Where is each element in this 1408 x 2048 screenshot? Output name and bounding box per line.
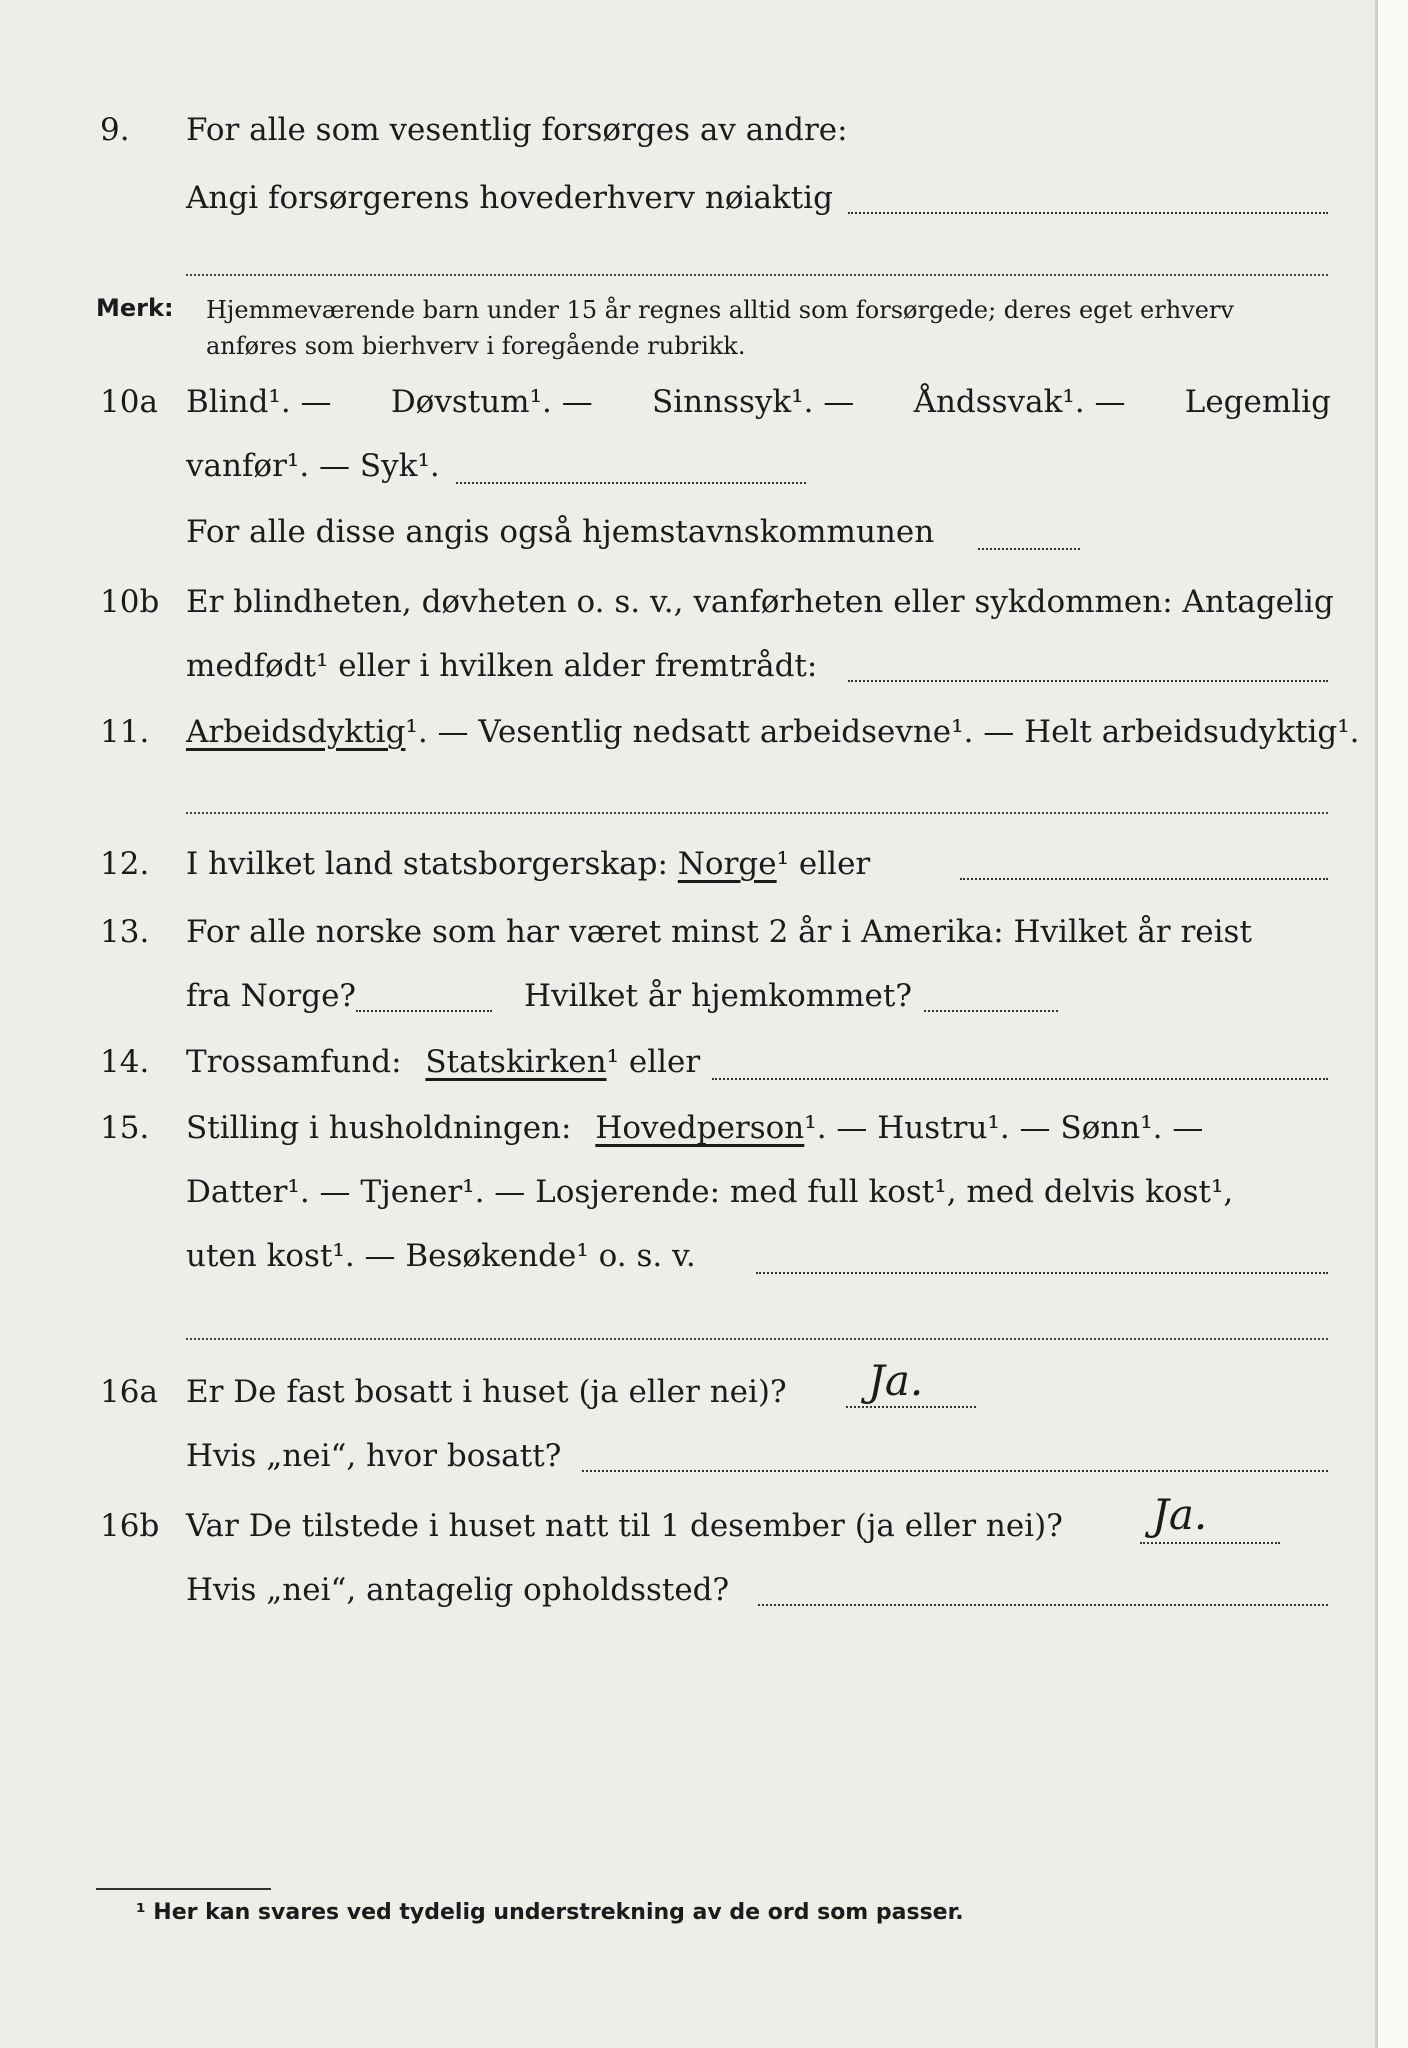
- q14-answer-line[interactable]: [712, 1076, 1328, 1080]
- q14-answer-underlined[interactable]: Statskirken: [425, 1044, 607, 1080]
- q16a-number: 16a: [100, 1374, 158, 1410]
- q13-reist-label: fra Norge?: [186, 978, 357, 1014]
- q10a-number: 10a: [100, 384, 158, 420]
- footnote-rule: [96, 1888, 271, 1890]
- q12-prefix: I hvilket land statsborgerskap:: [186, 846, 668, 882]
- page-edge: [1375, 0, 1408, 2048]
- q12-number: 12.: [100, 846, 150, 882]
- q14-prefix: Trossamfund:: [186, 1044, 402, 1080]
- q12-answer-underlined[interactable]: Norge: [677, 846, 777, 882]
- q13-hjemkommet-label: Hvilket år hjemkommet?: [524, 978, 912, 1014]
- option-blind[interactable]: Blind¹. —: [186, 384, 332, 420]
- merk-label: Merk:: [96, 294, 174, 322]
- q13-number: 13.: [100, 914, 150, 950]
- q15-rest1: ¹. — Hustru¹. — Sønn¹. —: [804, 1110, 1204, 1146]
- q10a-options: [186, 384, 1331, 420]
- option-sinnssyk[interactable]: Sinnssyk¹. —: [651, 384, 855, 420]
- footnote: ¹ Her kan svares ved tydelig understrekning av de ord som passer.: [136, 1900, 964, 1925]
- q9-line2: Angi forsørgerens hovederhverv nøiaktig: [186, 180, 833, 216]
- q15-line1: [186, 1110, 1203, 1146]
- q11-rest: ¹. — Vesentlig nedsatt arbeidsevne¹. — Helt arbeidsudyktig¹.: [405, 714, 1360, 750]
- q16b-handwritten-answer: Ja.: [1152, 1490, 1208, 1539]
- q10b-line1: Er blindheten, døvheten o. s. v., vanførheten eller sykdommen: Antagelig: [186, 584, 1334, 620]
- q15-number: 15.: [100, 1110, 150, 1146]
- q9-answer-line[interactable]: [848, 210, 1328, 214]
- merk-text: [206, 292, 1336, 364]
- q15-answer-line[interactable]: [756, 1270, 1328, 1274]
- q9-extra-line[interactable]: [186, 274, 1328, 276]
- q16b-opholdssted-line[interactable]: [758, 1602, 1328, 1606]
- q14-number: 14.: [100, 1044, 150, 1080]
- q10b-line2: medfødt¹ eller i hvilken alder fremtrådt:: [186, 648, 818, 684]
- q14-suffix: ¹ eller: [606, 1044, 701, 1080]
- q10a-line3: For alle disse angis også hjemstavnskommunen: [186, 514, 935, 550]
- q14-text: [186, 1044, 700, 1080]
- q16a-line1: Er De fast bosatt i huset (ja eller nei)?: [186, 1374, 787, 1410]
- q11-extra-line[interactable]: [186, 812, 1328, 814]
- option-andssvak[interactable]: Åndssvak¹. —: [913, 384, 1126, 420]
- q10a-kommune-line[interactable]: [978, 546, 1080, 550]
- option-legemlig[interactable]: Legemlig: [1184, 384, 1331, 420]
- q16a-bosatt-line[interactable]: [582, 1468, 1328, 1472]
- q10b-number: 10b: [100, 584, 160, 620]
- q12-text: [186, 846, 870, 882]
- q9-number: 9.: [100, 112, 130, 148]
- q11-number: 11.: [100, 714, 150, 750]
- q11-text: [186, 714, 1360, 750]
- q15-line3: uten kost¹. — Besøkende¹ o. s. v.: [186, 1238, 696, 1274]
- q12-suffix: ¹ eller: [776, 846, 871, 882]
- q15-line2: Datter¹. — Tjener¹. — Losjerende: med full kost¹, med delvis kost¹,: [186, 1174, 1234, 1210]
- q16b-answer-line[interactable]: [1140, 1540, 1280, 1544]
- q12-answer-line[interactable]: [960, 876, 1328, 880]
- q16b-line1: Var De tilstede i huset natt til 1 desember (ja eller nei)?: [186, 1508, 1063, 1544]
- q13-hjemkommet-line[interactable]: [924, 1008, 1058, 1012]
- q9-line1: For alle som vesentlig forsørges av andre:: [186, 112, 848, 148]
- q10a-syk-line[interactable]: [456, 480, 806, 484]
- q10b-answer-line[interactable]: [848, 678, 1328, 682]
- option-dovstum[interactable]: Døvstum¹. —: [390, 384, 593, 420]
- q13-reist-line[interactable]: [356, 1008, 492, 1012]
- q16a-handwritten-answer: Ja.: [868, 1356, 924, 1405]
- merk-text-line2: anføres som bierhverv i foregående rubrikk.: [206, 332, 746, 360]
- q15-answer-underlined[interactable]: Hovedperson: [595, 1110, 805, 1146]
- q15-extra-line[interactable]: [186, 1338, 1328, 1340]
- q10a-line2: vanfør¹. — Syk¹.: [186, 448, 440, 484]
- q16b-line2: Hvis „nei“, antagelig opholdssted?: [186, 1572, 730, 1608]
- q11-answer-underlined[interactable]: Arbeidsdyktig: [186, 714, 406, 750]
- q13-line1: For alle norske som har været minst 2 år i Amerika: Hvilket år reist: [186, 914, 1252, 950]
- q16a-line2: Hvis „nei“, hvor bosatt?: [186, 1438, 562, 1474]
- q15-prefix: Stilling i husholdningen:: [186, 1110, 572, 1146]
- merk-text-line1: Hjemmeværende barn under 15 år regnes alltid som forsørgede; deres eget erhverv: [206, 296, 1234, 324]
- q16b-number: 16b: [100, 1508, 160, 1544]
